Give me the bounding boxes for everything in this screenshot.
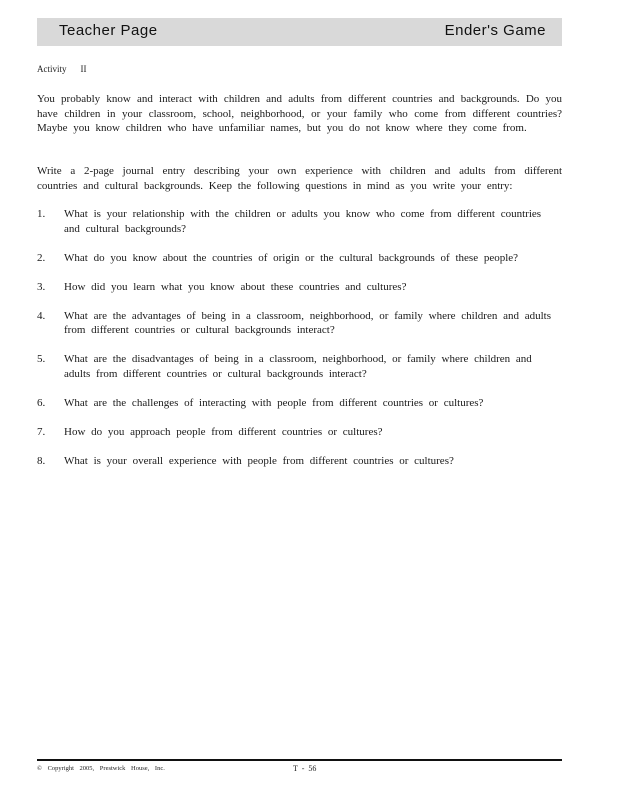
question-text: What is your overall experience with people from different countries or cultures? [64,454,454,467]
question-number: 8. [37,454,46,467]
question-number: 6. [37,396,46,409]
question-item [37,251,552,266]
header-title-right: Ender's Game [444,22,546,39]
question-text: What are the disadvantages of being in a classroom, neighborhood, or family where children and adults from different countries or cultural backgrounds interact? [64,353,532,380]
intro-paragraph: You probably know and interact with children and adults from different countries and backgrounds. Do you have children in your classroom, school, neighborhood, or your family who come from different countries? Maybe you know children who have unfamiliar names, but you do not know where they come from. [37,93,562,135]
question-number: 7. [37,425,46,438]
footer-copyright: © Copyright 2005, Prestwick House, Inc. [37,765,165,772]
activity-number: II [80,64,87,74]
question-text: What do you know about the countries of origin or the cultural backgrounds of these people? [64,251,519,264]
question-item [37,207,552,236]
question-number: 1. [37,208,46,220]
question-number: 3. [37,280,46,293]
question-text: What is your relationship with the children or adults you know who come from different countries and cultural backgrounds? [64,208,542,235]
question-number: 5. [37,353,46,366]
question-item [37,309,552,338]
question-item [37,280,552,295]
question-item [37,454,552,469]
footer-page-number: T - 56 [293,764,317,773]
activity-text: Activity [37,64,67,74]
instructions-paragraph: Write a 2-page journal entry describing your own experience with children and adults from different countries and cultural backgrounds. Keep the following questions in mind as you write your entry: [37,165,562,192]
question-text: How did you learn what you know about these countries and cultures? [64,280,407,293]
question-list [37,207,562,483]
activity-label [37,64,87,74]
question-item [37,425,552,440]
question-number: 4. [37,309,46,322]
question-text: What are the challenges of interacting with people from different countries or cultures? [64,396,484,409]
question-number: 2. [37,251,46,264]
question-text: What are the advantages of being in a classroom, neighborhood, or family where children and adults from different countries or cultural backgrounds interact? [64,309,551,337]
header-title-left: Teacher Page [59,22,158,39]
question-text: How do you approach people from different countries or cultures? [64,425,383,438]
question-item [37,396,552,411]
page-header [37,18,562,46]
question-item [37,352,552,381]
footer-divider [37,759,562,761]
